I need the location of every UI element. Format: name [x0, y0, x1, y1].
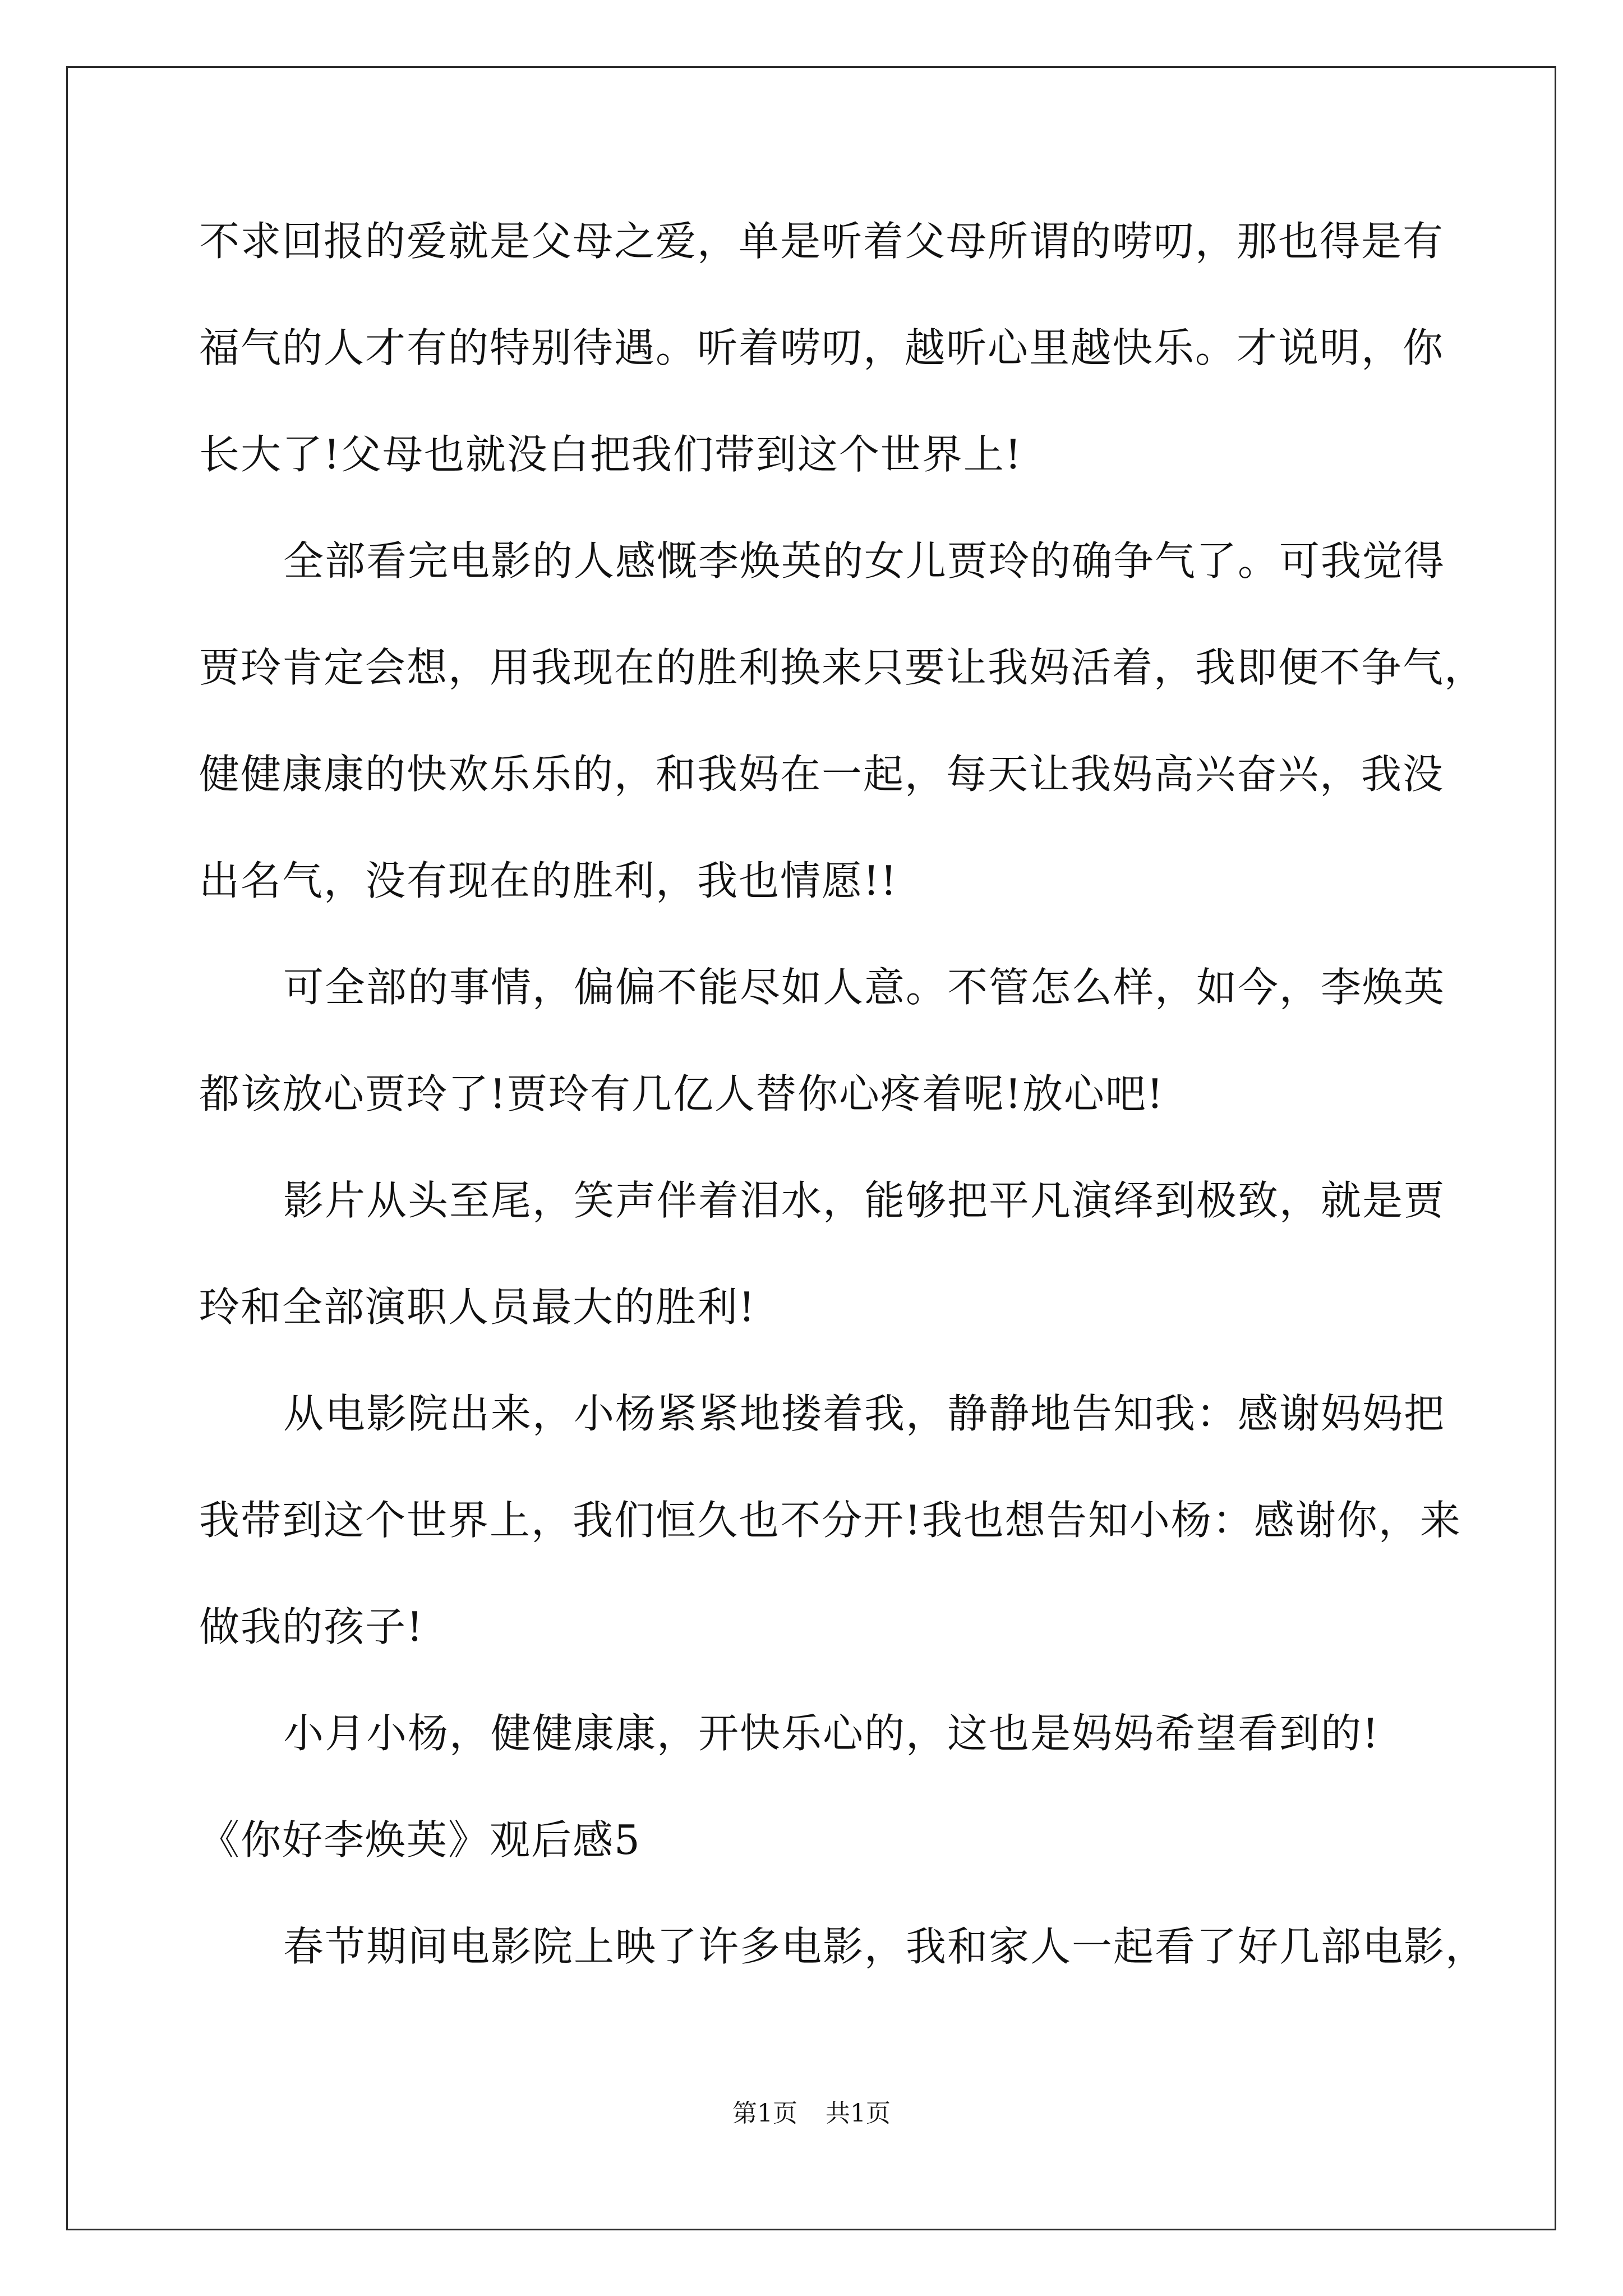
page-footer — [0, 2097, 1623, 2131]
text-line: 福气的人才有的特别待遇。听着唠叨，越听心里越快乐。才说明，你 — [199, 324, 1445, 371]
page-number: 第1页 — [732, 2099, 797, 2128]
paragraph-start: 从电影院出来，小杨紧紧地搂着我，静静地告知我：感谢妈妈把 — [283, 1390, 1446, 1437]
text-line: 出名气，没有现在的胜利，我也情愿!! — [199, 857, 898, 904]
text-line: 做我的孩子! — [199, 1603, 424, 1650]
page-border — [66, 66, 1556, 2230]
text-line: 长大了!父母也就没白把我们带到这个世界上! — [199, 431, 1022, 478]
text-line: 都该放心贾玲了!贾玲有几亿人替你心疼着呢!放心吧! — [199, 1070, 1164, 1117]
paragraph-start: 全部看完电影的人感慨李焕英的女儿贾玲的确争气了。可我觉得 — [283, 537, 1446, 585]
text-line: 我带到这个世界上，我们恒久也不分开!我也想告知小杨：感谢你，来 — [199, 1497, 1461, 1544]
text-line: 玲和全部演职人员最大的胜利! — [199, 1283, 756, 1331]
section-heading: 《你好李焕英》观后感5 — [199, 1816, 641, 1864]
page-total: 共1页 — [826, 2099, 891, 2128]
text-line: 不求回报的爱就是父母之爱，单是听着父母所谓的唠叨，那也得是有 — [199, 218, 1445, 265]
paragraph-start: 小月小杨，健健康康，开快乐心的，这也是妈妈希望看到的! — [283, 1710, 1380, 1757]
paragraph-start: 春节期间电影院上映了许多电影，我和家人一起看了好几部电影， — [283, 1923, 1487, 1970]
text-line: 健健康康的快欢乐乐的，和我妈在一起，每天让我妈高兴奋兴，我没 — [199, 751, 1445, 798]
text-line: 贾玲肯定会想，用我现在的胜利换来只要让我妈活着，我即便不争气， — [199, 644, 1486, 691]
paragraph-start: 影片从头至尾，笑声伴着泪水，能够把平凡演绎到极致，就是贾 — [283, 1177, 1446, 1224]
paragraph-start: 可全部的事情，偏偏不能尽如人意。不管怎么样，如今，李焕英 — [283, 964, 1446, 1011]
